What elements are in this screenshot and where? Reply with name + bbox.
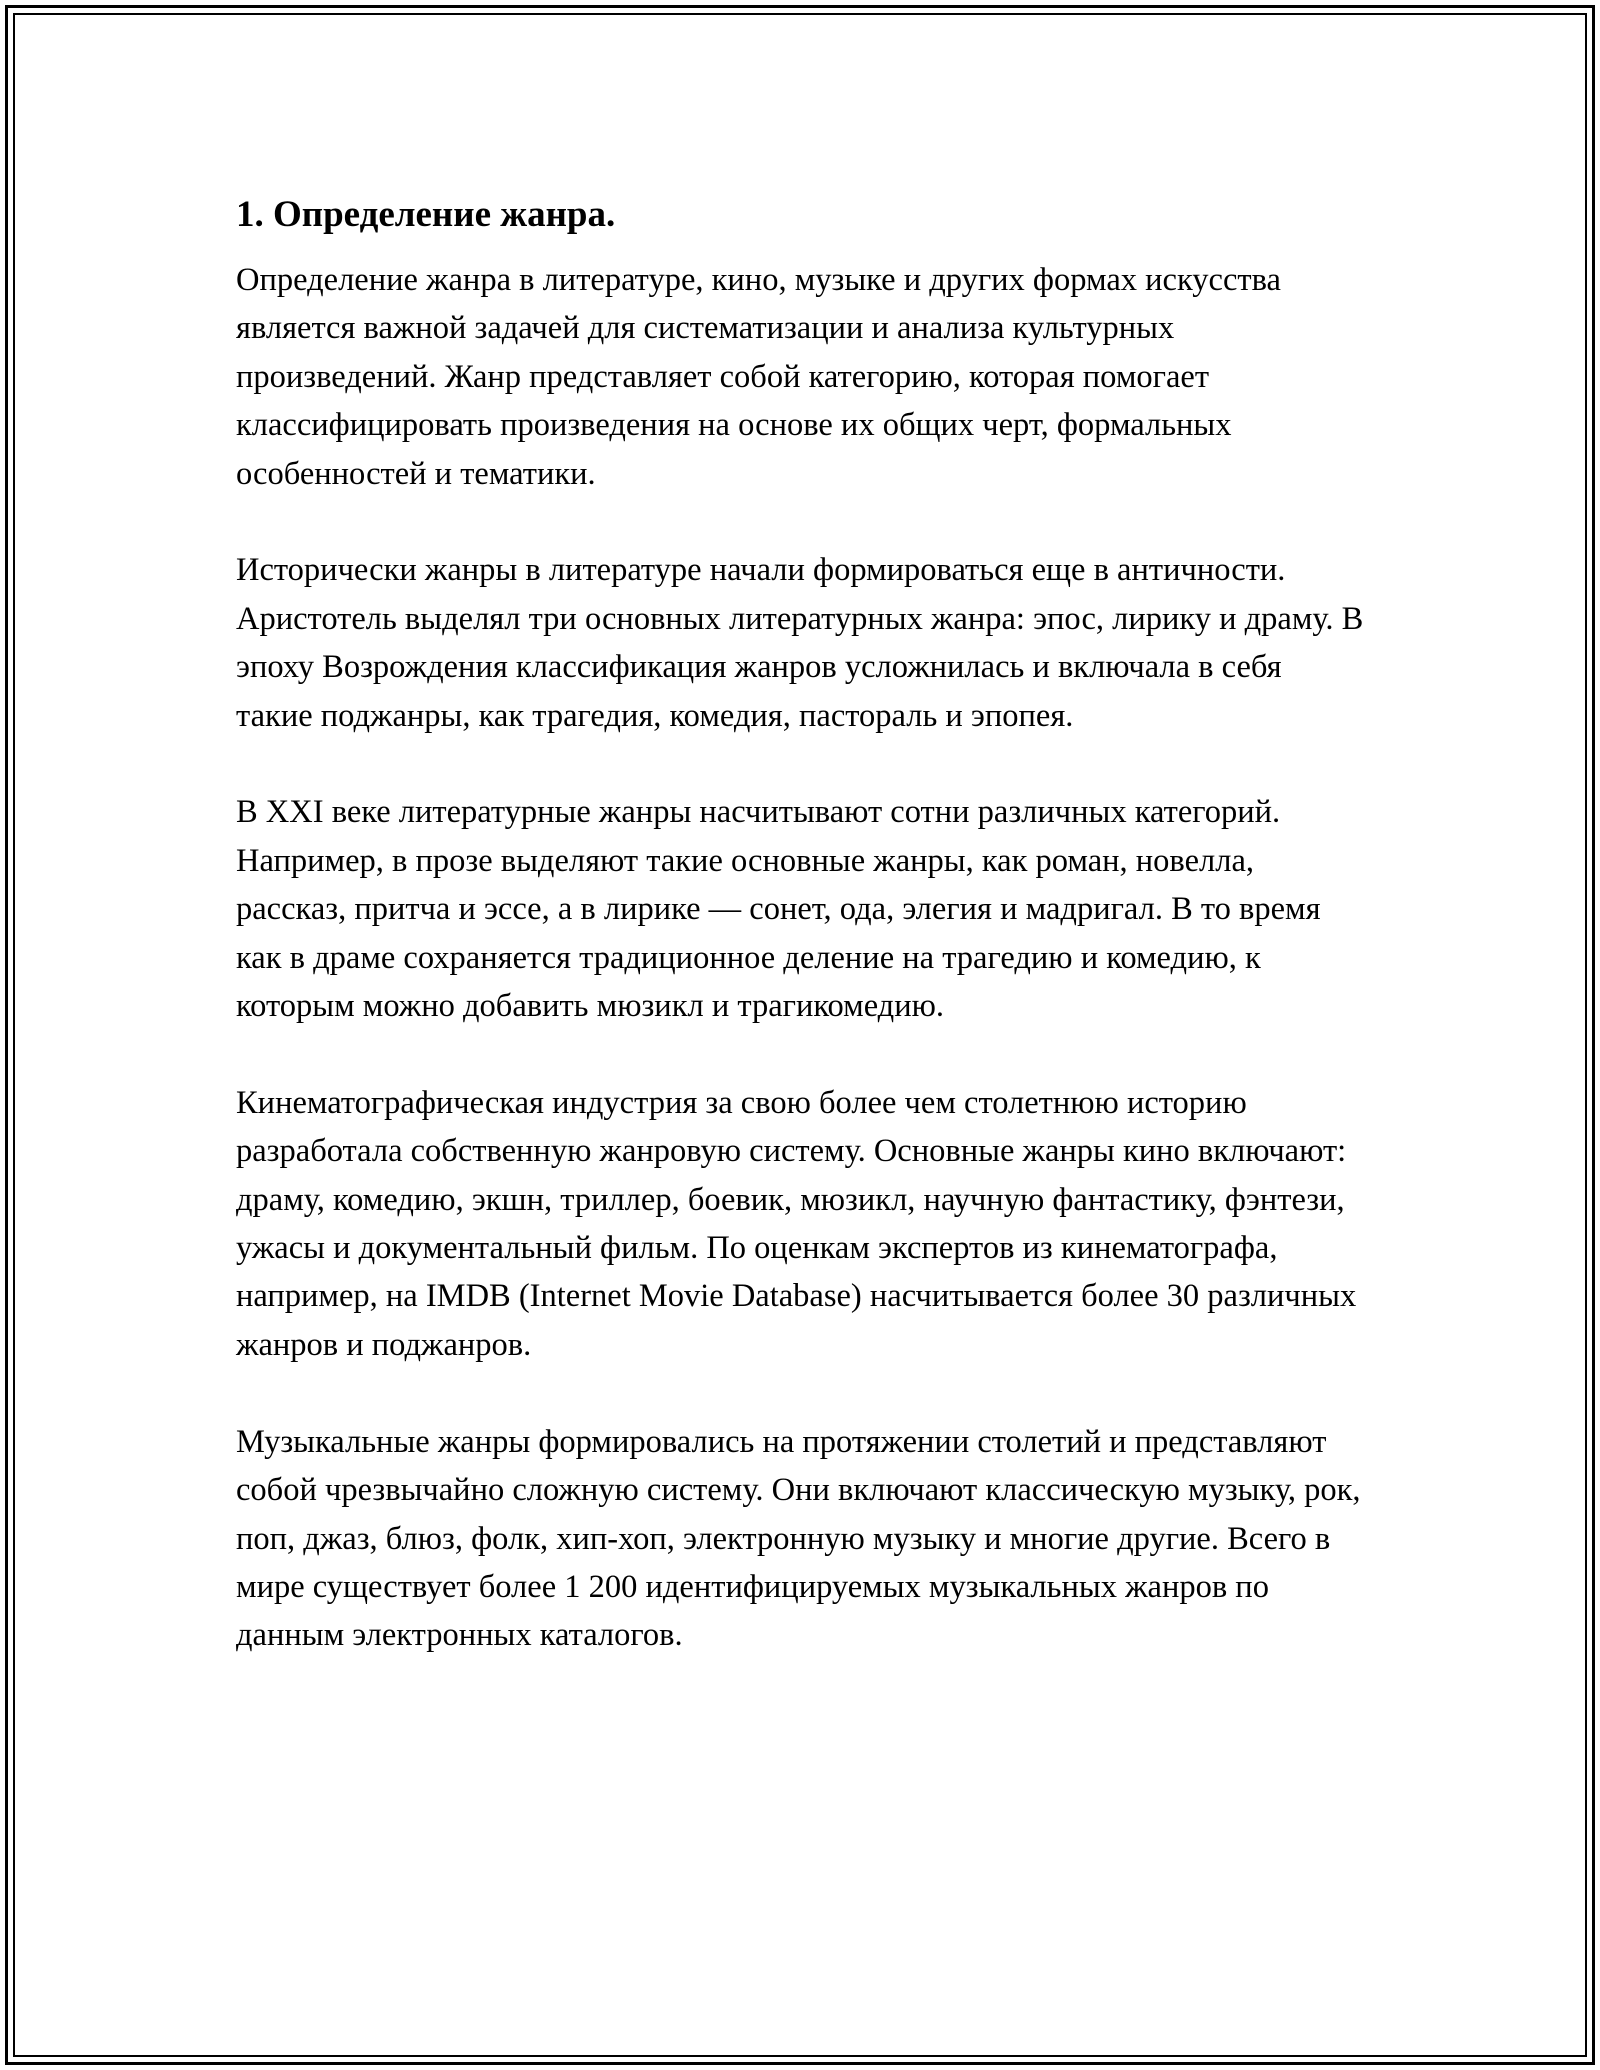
paragraph-literary-history: Исторически жанры в литературе начали формироваться еще в античности. Аристотель выделял три основных литературных жанра: эпос, лирику и драму. В эпоху Возрождения классификация жанров усложнилась и включала в себя такие поджанры, как трагедия, комедия, пастораль и эпопея. (236, 552, 1364, 734)
paragraph-modern-literature: В XXI веке литературные жанры насчитывают сотни различных категорий. Например, в прозе выделяют такие основные жанры, как роман, новелла, рассказ, притча и эссе, а в лирике — сонет, ода, элегия и мадригал. В то время как в драме сохраняется традиционное деление на трагедию и комедию, к которым можно добавить мюзикл и трагикомедию. (236, 794, 1321, 1025)
paragraph-genre-definition: Определение жанра в литературе, кино, музыке и других формах искусства является важной задачей для систематизации и анализа культурных произведений. Жанр представляет собой категорию, которая помогает классифицировать произведения на основе их общих черт, формальных особенностей и тематики. (236, 262, 1281, 492)
paragraph-music-genres: Музыкальные жанры формировались на протяжении столетий и представляют собой чрезвычайно сложную систему. Они включают классическую музыку, рок, поп, джаз, блюз, фолк, хип-хоп, электронную музыку и многие другие. Всего в мире существует более 1 200 идентифицируемых музыкальных жанров по данным электронных каталогов. (236, 1423, 1361, 1654)
section-heading: 1. Определение жанра. (236, 194, 616, 235)
paragraph-cinema-genres: Кинематографическая индустрия за свою более чем столетнюю историю разработала собственную жанровую систему. Основные жанры кино включают: драму, комедию, экшн, триллер, боевик, мюзикл, научную фантастику, фэнтези, ужасы и документальный фильм. По оценкам экспертов из кинематографа, например, на IMDB (Internet Movie Database) насчитывается более 30 различных жанров и поджанров. (236, 1084, 1357, 1363)
document-body (236, 186, 1366, 1660)
